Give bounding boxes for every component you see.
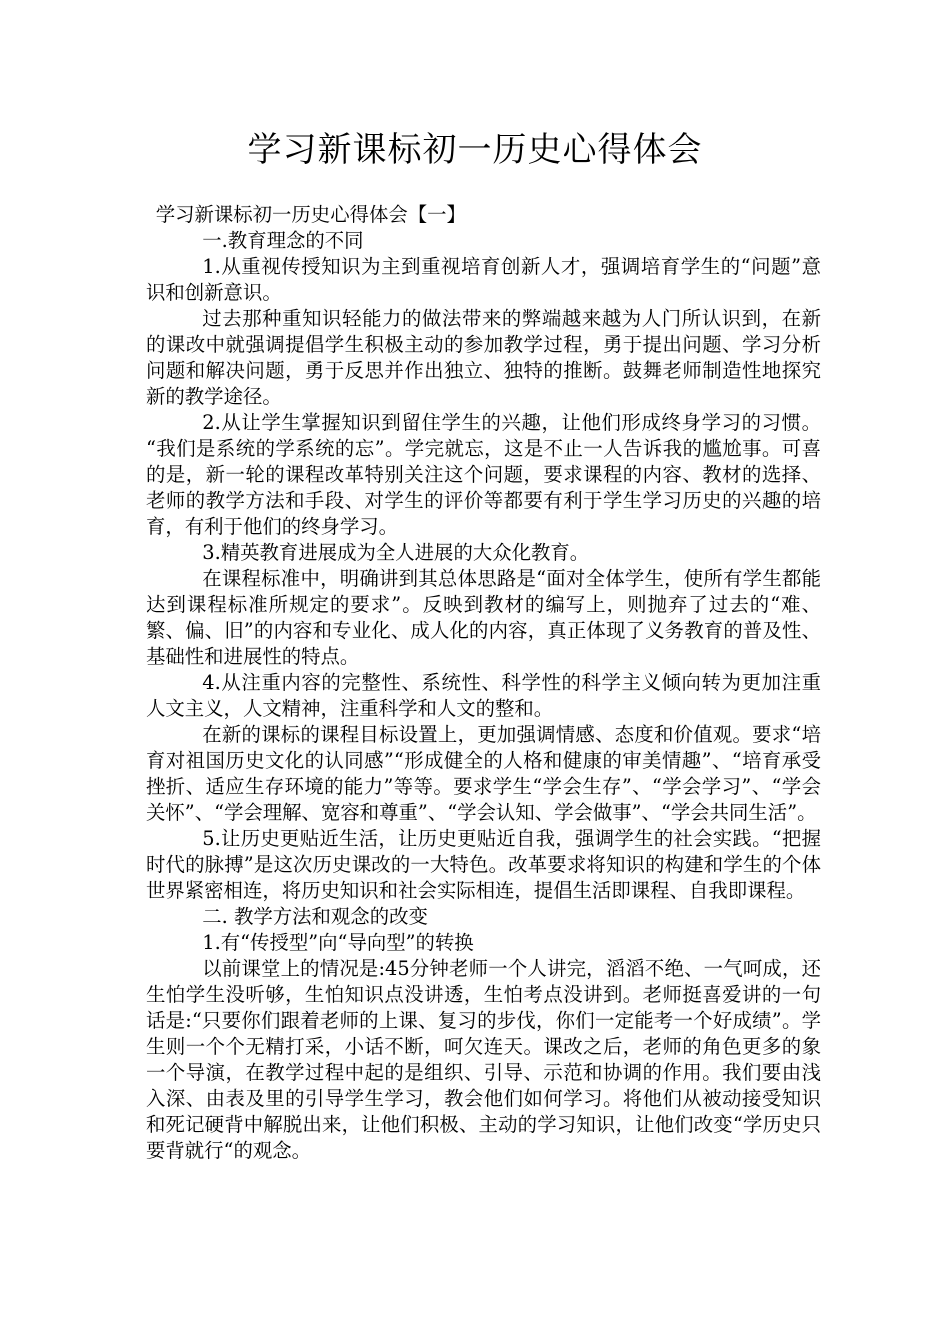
body-paragraph: 过去那种重知识轻能力的做法带来的弊端越来越为人门所认识到，在新的课改中就强调提倡学生积极主动的参加教学过程，勇于提出问题、学习分析问题和解决问题，勇于反思并作出独立、独特的推断。鼓舞老师制造性地探究新的教学途径。	[146, 307, 821, 408]
body-paragraph: 一.教育理念的不同	[202, 229, 364, 252]
body-paragraph: 在课程标准中，明确讲到其总体思路是“面对全体学生，使所有学生都能达到课程标准所规定的要求”。反映到教材的编写上，则抛弃了过去的“难、繁、偏、旧”的内容和专业化、成人化的内容，真正体现了义务教育的普及性、基础性和进展性的特点。	[146, 567, 821, 668]
body-paragraph: 以前课堂上的情况是:45分钟老师一个人讲完，滔滔不绝、一气呵成，还生怕学生没听够，生怕知识点没讲透，生怕考点没讲到。老师挺喜爱讲的一句话是:“只要你们跟着老师的上课、复习的步伐，你们一定能考一个好成绩”。学生则一个个无精打采，小话不断，呵欠连天。课改之后，老师的角色更多的象一个导演，在教学过程中起的是组织、引导、示范和协调的作用。我们要由浅入深、由表及里的引导学生学习，教会他们如何学习。将他们从被动接受知识和死记硬背中解脱出来，让他们积极、主动的学习知识，让他们改变“学历史只要背就行“的观念。	[146, 957, 821, 1162]
body-paragraph: 1.有“传授型”向“导向型”的转换	[202, 931, 474, 954]
body-paragraph: 二. 教学方法和观念的改变	[202, 905, 428, 928]
body-paragraph: 在新的课标的课程目标设置上，更加强调情感、态度和价值观。要求“培育对祖国历史文化的认同感”“形成健全的人格和健康的审美情趣”、“培育承受挫折、适应生存环境的能力”等等。要求学生“学会生存”、“学会学习”、“学会关怀”、“学会理解、宽容和尊重”、“学会认知、学会做事”、“学会共同生活”。	[146, 723, 821, 824]
body-paragraph: 1.从重视传授知识为主到重视培育创新人才，强调培育学生的“问题”意识和创新意识。	[146, 255, 821, 304]
document-body	[146, 202, 821, 1164]
body-paragraph: 2.从让学生掌握知识到留住学生的兴趣，让他们形成终身学习的习惯。 “我们是系统的学系统的忘”。学完就忘，这是不止一人告诉我的尴尬事。可喜的是，新一轮的课程改革特别关注这个问题，要求课程的内容、教材的选择、老师的教学方法和手段、对学生的评价等都要有利于学生学习历史的兴趣的培育，有利于他们的终身学习。	[146, 411, 821, 538]
body-paragraph: 5.让历史更贴近生活，让历史更贴近自我，强调学生的社会实践。“把握时代的脉搏”是这次历史课改的一大特色。改革要求将知识的构建和学生的个体世界紧密相连，将历史知识和社会实际相连，提倡生活即课程、自我即课程。	[146, 827, 821, 902]
body-paragraph: 3.精英教育进展成为全人进展的大众化教育。	[202, 541, 590, 564]
body-paragraph: 学习新课标初一历史心得体会【一】	[155, 203, 466, 226]
document-title: 学习新课标初一历史心得体会	[247, 130, 703, 170]
body-paragraph: 4.从注重内容的完整性、系统性、科学性的科学主义倾向转为更加注重人文主义，人文精神，注重科学和人文的整和。	[146, 671, 821, 720]
